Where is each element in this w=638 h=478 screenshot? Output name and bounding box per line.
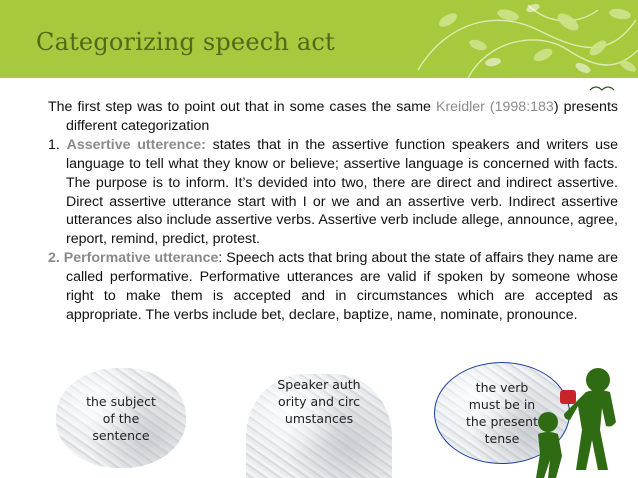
performative-item: [48, 249, 618, 325]
slide-body: [48, 98, 618, 325]
assertive-item: [48, 136, 618, 249]
performative-text: : Speech acts that bring about the state of affairs they name are called performative. Performative utterances are valid if spoken by someone whose right to make them is accepted and in circumstances which are accepted as appropriate. The verbs include bet, declare, baptize, name, nominate, pronounce.: [66, 250, 618, 323]
slide-title: Categorizing speech act: [36, 28, 335, 56]
intro-start: The first step was to point out that in some cases the same: [48, 99, 436, 115]
bubble-speaker-text: Speaker authority and circumstances: [277, 377, 361, 426]
header-bar: [0, 0, 638, 78]
bubble-verb-text: the verb must be in the present tense: [465, 380, 538, 446]
item2-number: 2.: [48, 250, 60, 267]
assertive-text: states that in the assertive function speakers and writers use language to tell what they know or believe; assertive language is concerned with facts. The purpose is to inform. It’s devided into two, there are direct and indirect assertive. Direct assertive utterance start with I or we and an assertive verb. Indirect assertive utterances also include assertive verbs. Assertive verb include allege, announce, agree, report, remind, predict, protest.: [66, 136, 619, 248]
intro-paragraph: [48, 98, 618, 136]
bubble-subject: [56, 368, 186, 468]
bubble-subject-text: the subject of the sentence: [86, 393, 156, 443]
performative-heading: Performative utterance: [63, 250, 219, 267]
intro-end: ) presents different categorization: [66, 99, 618, 134]
kreidler-reference: Kreidler (1998:183: [435, 99, 554, 115]
assertive-heading: Assertive utterence:: [66, 136, 206, 153]
children-silhouette-decoration: [520, 360, 638, 478]
bubble-speaker-authority: [246, 374, 392, 478]
item1-number: 1.: [48, 136, 60, 153]
leaf-swirl-decoration: [408, 0, 638, 78]
birds-decoration: [440, 80, 630, 100]
